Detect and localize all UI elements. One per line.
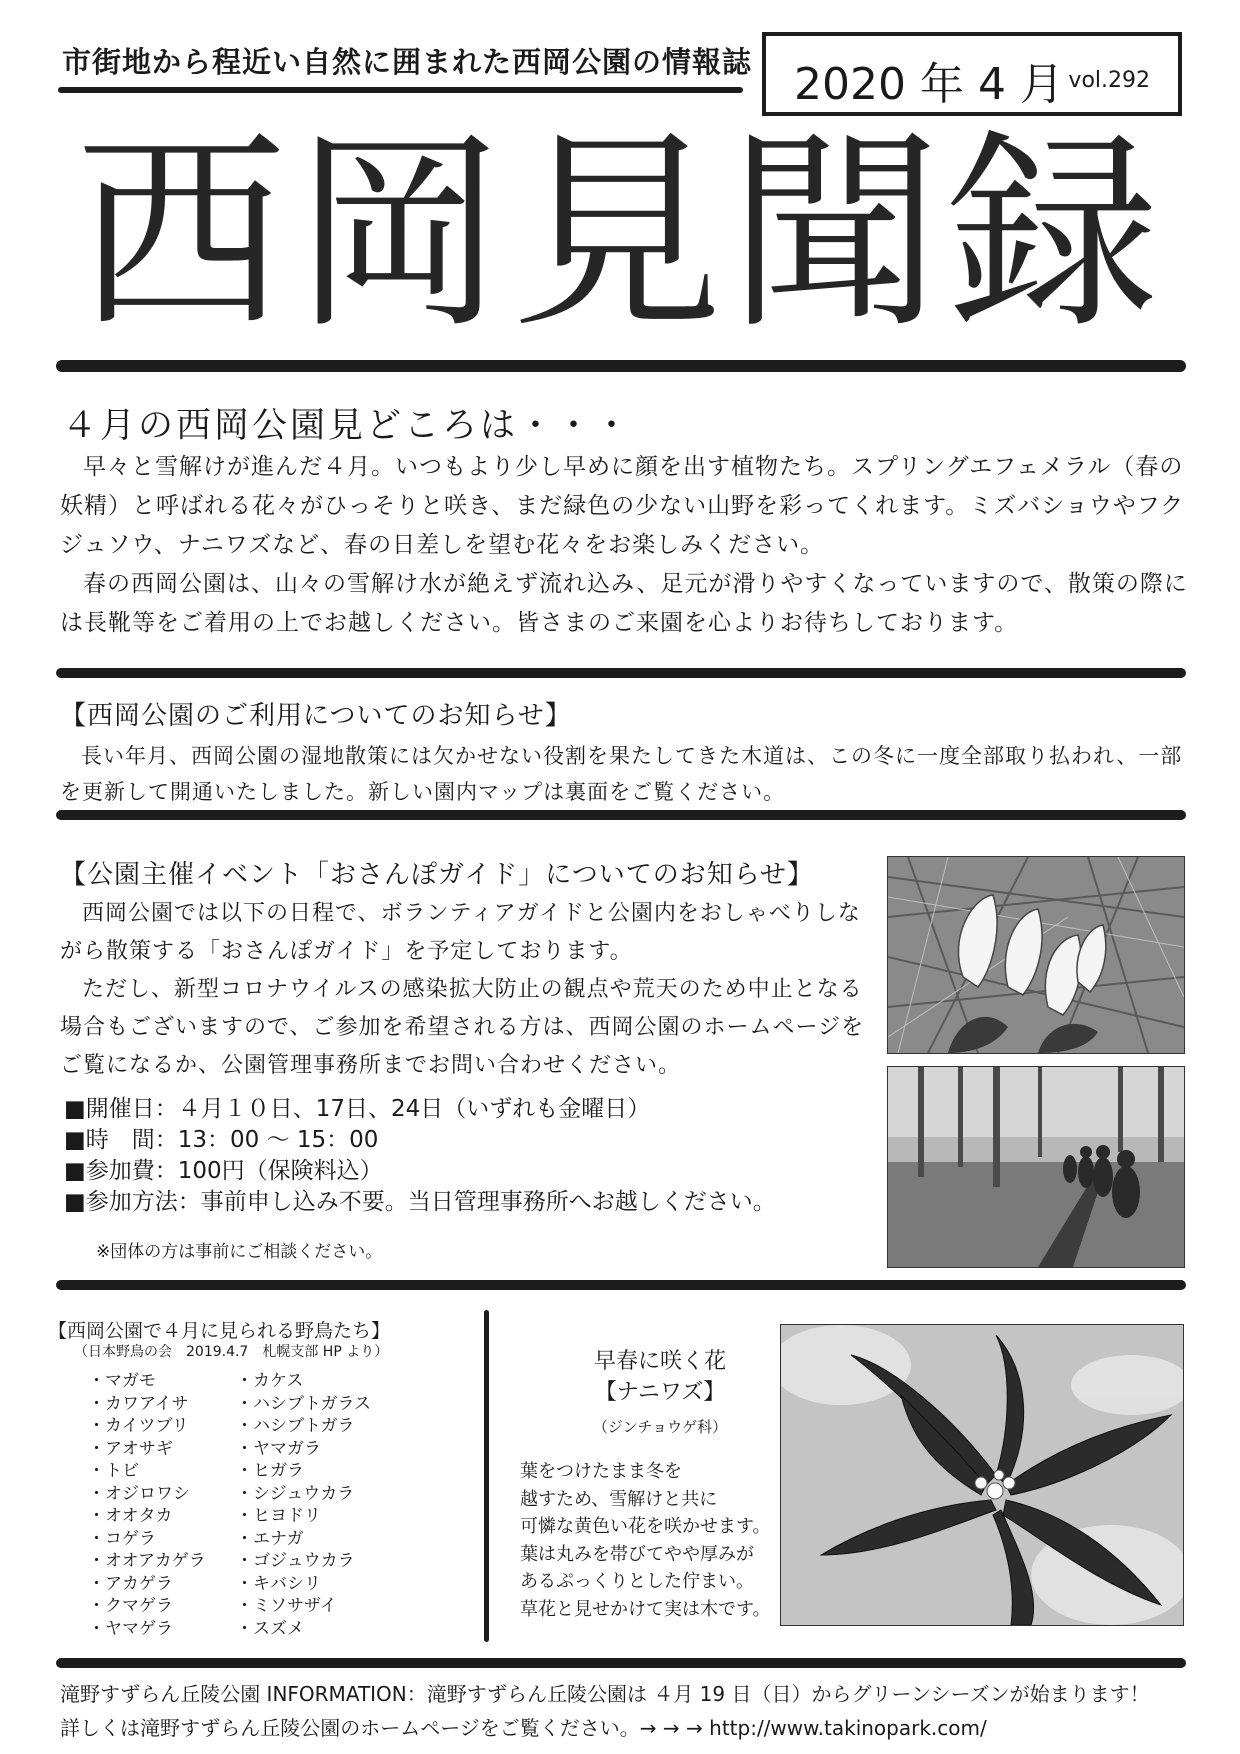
event-time: ■時 間：13：00 ～ 15：00 — [64, 1127, 379, 1153]
intro-paragraph: 早々と雪解けが進んだ４月。いつもより少し早めに顔を出す植物たち。スプリングエフェメラル（春の妖精）と呼ばれる花々がひっそりと咲き、まだ緑色の少ない山野を彩ってくれます。ミズバショウやフクジュソウ、ナニワズなど、春の日差しを望む花々をお楽しみください。 — [60, 454, 1185, 558]
list-item: ・ ヒヨドリ — [236, 1505, 371, 1528]
flower-title-line1: 早春に咲く花 — [593, 1349, 726, 1374]
list-item: ・ カワアイサ — [88, 1393, 206, 1416]
intro-heading: ４月の西岡公園見どころは・・・ — [62, 406, 633, 446]
list-item: ・ シジュウカラ — [236, 1483, 371, 1506]
list-item: ・ スズメ — [236, 1618, 371, 1641]
divider-birds — [56, 1658, 1186, 1668]
list-item: ・ ハシブトガラス — [236, 1393, 371, 1416]
list-item: ・ ヤマガラ — [236, 1438, 371, 1461]
event-paragraph: ただし、新型コロナウイルスの感染拡大防止の観点や荒天のため中止となる場合もございますので、ご参加を希望される方は、西岡公園のホームページをご覧になるか、公園管理事務所までお問い合わせください。 — [60, 977, 865, 1078]
event-paragraph: 西岡公園では以下の日程で、ボランティアガイドと公園内をおしゃべりしながら散策する「おさんぽガイド」を予定しております。 — [60, 901, 861, 964]
birds-source: （日本野鳥の会 2019.4.7 札幌支部 HP より） — [74, 1344, 389, 1360]
list-item: ・ キバシリ — [236, 1573, 371, 1596]
issue-box — [762, 32, 1182, 116]
list-item: ・ ミソサザイ — [236, 1595, 371, 1618]
flower-title — [540, 1346, 780, 1408]
usage-paragraph: 長い年月、西岡公園の湿地散策には欠かせない役割を果たしてきた木道は、この冬に一度全部取り払われ、一部を更新して開通いたしました。新しい園内マップは裏面をご覧ください。 — [60, 744, 1183, 804]
footer-line1: 滝野すずらん丘陵公園 INFORMATION：滝野すずらん丘陵公園は ４月 19 日（日）からグリーンシーズンが始まります！ — [60, 1682, 1150, 1706]
event-fee: ■参加費：100円（保険料込） — [64, 1158, 383, 1184]
list-item: ・ マガモ — [88, 1370, 206, 1393]
list-item: ・ アカゲラ — [88, 1573, 206, 1596]
footer-info — [60, 1677, 1190, 1745]
list-item: ・ アオサギ — [88, 1438, 206, 1461]
skunk-cabbage-photo — [887, 856, 1185, 1054]
flower-desc-line: あるぷっくりとした佇まい。 — [520, 1571, 754, 1592]
tagline: 市街地から程近い自然に囲まれた西岡公園の情報誌 — [62, 45, 753, 79]
intro-body — [60, 448, 1190, 643]
flower-family: （ジンチョウゲ科） — [592, 1418, 728, 1436]
masthead-title: 西岡見聞録 — [75, 110, 1165, 357]
list-item: ・ クマゲラ — [88, 1595, 206, 1618]
flower-title-line2: 【ナニワズ】 — [594, 1380, 726, 1405]
divider-usage — [56, 810, 1186, 820]
list-item: ・ コゲラ — [88, 1528, 206, 1551]
divider-intro — [56, 668, 1186, 678]
event-method: ■参加方法：事前申し込み不要。当日管理事務所へお越しください。 — [64, 1189, 776, 1215]
boardwalk-photo — [887, 1066, 1185, 1268]
list-item: ・ ヒガラ — [236, 1460, 371, 1483]
column-divider — [484, 1310, 489, 1642]
list-item: ・ トビ — [88, 1460, 206, 1483]
issue-date: 2020 年 4 月 — [794, 59, 1064, 110]
flower-desc-line: 越すため、雪解けと共に — [520, 1488, 718, 1510]
footer-line2: 詳しくは滝野すずらん丘陵公園のホームページをご覧ください。→ → → http://www.takinopark.com/ — [60, 1716, 987, 1740]
list-item: ・ エナガ — [236, 1528, 371, 1551]
skunk-cabbage-image — [888, 857, 1184, 1053]
list-item: ・ オオタカ — [88, 1505, 206, 1528]
list-item: ・ ゴジュウカラ — [236, 1550, 371, 1573]
list-item: ・ ハシブトガラ — [236, 1415, 371, 1438]
issue-volume: vol.292 — [1068, 68, 1150, 93]
event-date: ■開催日：４月１０日、17日、24日（いずれも金曜日） — [64, 1096, 651, 1122]
divider-masthead — [56, 360, 1186, 372]
flower-desc-line: 草花と見せかけて実は木です。 — [520, 1598, 771, 1620]
tagline-underline — [58, 87, 743, 93]
flower-desc-line: 可憐な黄色い花を咲かせます。 — [520, 1516, 771, 1537]
list-item: ・ カケス — [236, 1370, 371, 1393]
intro-paragraph: 春の西岡公園は、山々の雪解け水が絶えず流れ込み、足元が滑りやすくなっていますので、散策の際には長靴等をご着用の上でお越しください。皆さまのご来園を心よりお待ちしております。 — [60, 571, 1188, 636]
event-note: ※団体の方は事前にご相談ください。 — [96, 1242, 383, 1262]
naniwazu-image — [781, 1325, 1183, 1625]
usage-heading: 【西岡公園のご利用についてのお知らせ】 — [60, 701, 572, 731]
list-item: ・ オジロワシ — [88, 1483, 206, 1506]
bird-list-col1 — [88, 1370, 206, 1640]
bird-list-col2 — [236, 1370, 371, 1640]
naniwazu-photo — [780, 1324, 1184, 1626]
list-item: ・ カイツブリ — [88, 1415, 206, 1438]
birds-heading: 【西岡公園で４月に見られる野鳥たち】 — [48, 1320, 391, 1342]
event-heading: 【公園主催イベント「おさんぽガイド」についてのお知らせ】 — [60, 860, 814, 890]
list-item: ・ ヤマゲラ — [88, 1618, 206, 1641]
boardwalk-image — [888, 1067, 1184, 1267]
usage-body — [60, 738, 1190, 810]
list-item: ・ オオアカゲラ — [88, 1550, 206, 1573]
flower-description — [520, 1458, 820, 1623]
flower-desc-line: 葉は丸みを帯びてやや厚みが — [520, 1543, 754, 1565]
flower-desc-line: 葉をつけたまま冬を — [520, 1461, 682, 1482]
event-details — [64, 1094, 776, 1218]
event-body — [60, 895, 868, 1085]
divider-event — [56, 1280, 1186, 1290]
